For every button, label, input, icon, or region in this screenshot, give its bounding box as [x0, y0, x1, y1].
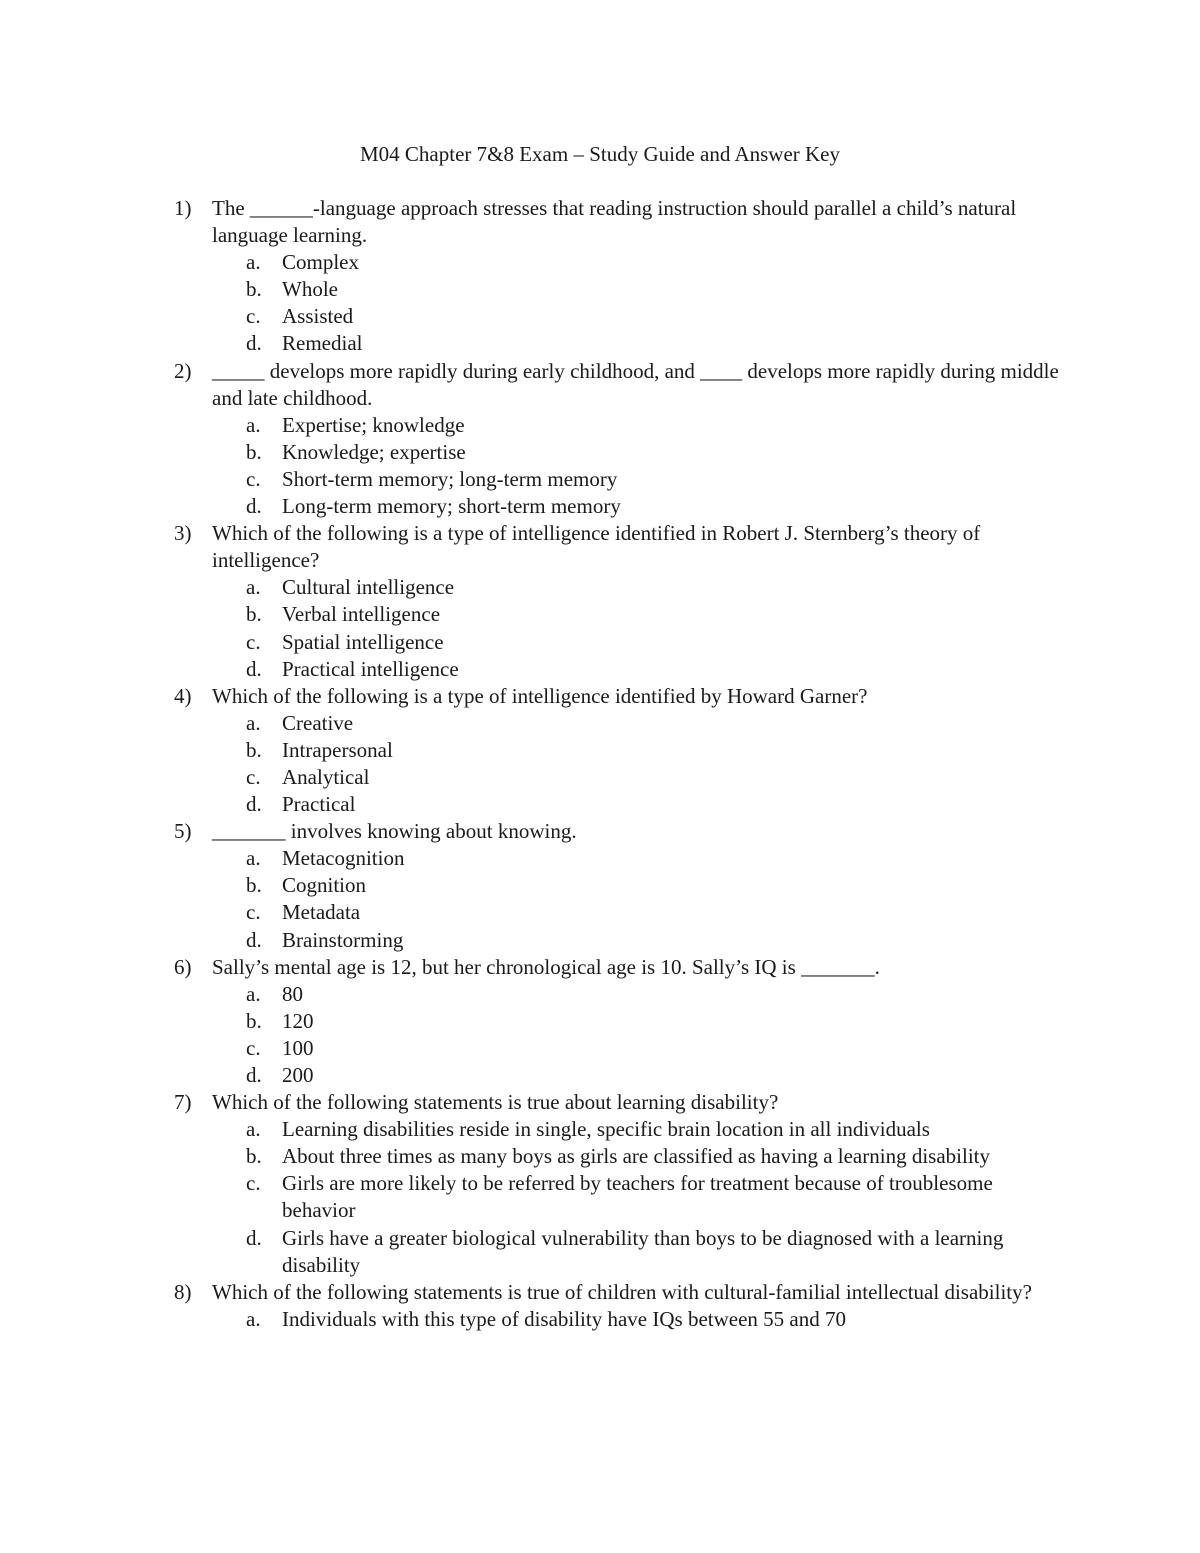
- answer-option: [174, 899, 1064, 926]
- option-text: About three times as many boys as girls are classified as having a learning disability: [282, 1144, 990, 1169]
- answer-option: [174, 737, 1064, 764]
- question-text: Which of the following statements is true about learning disability?: [212, 1090, 779, 1115]
- answer-option: [174, 764, 1064, 791]
- option-letter: a.: [246, 981, 261, 1006]
- question-number: 6): [174, 954, 192, 979]
- answer-option: [174, 330, 1064, 357]
- option-text: Girls have a greater biological vulnerability than boys to be diagnosed with a learning disability: [282, 1225, 1004, 1277]
- option-letter: d.: [246, 331, 262, 356]
- answer-option: [174, 1225, 1064, 1279]
- question-text: _______ involves knowing about knowing.: [212, 819, 577, 844]
- question-number: 8): [174, 1279, 192, 1304]
- answer-option: [174, 493, 1064, 520]
- option-letter: c.: [246, 1171, 261, 1196]
- question-number: 3): [174, 521, 192, 546]
- option-text: 200: [282, 1063, 314, 1087]
- option-text: Learning disabilities reside in single, specific brain location in all individuals: [282, 1117, 930, 1142]
- question-item: [174, 1279, 1064, 1306]
- option-letter: d.: [246, 1225, 262, 1250]
- option-text: Analytical: [282, 764, 370, 789]
- option-text: Knowledge; expertise: [282, 439, 466, 464]
- question-text: Which of the following is a type of intelligence identified in Robert J. Sternberg’s theory of intelligence?: [212, 521, 981, 573]
- option-text: Complex: [282, 250, 359, 275]
- answer-option: [174, 656, 1064, 683]
- answer-option: [174, 1170, 1064, 1224]
- option-text: Cognition: [282, 873, 367, 898]
- option-letter: d.: [246, 792, 262, 817]
- option-letter: d.: [246, 656, 262, 681]
- option-text: Creative: [282, 710, 354, 735]
- question-item: [174, 358, 1064, 412]
- answer-option: [174, 1306, 1064, 1333]
- answer-option: [174, 303, 1064, 330]
- option-letter: a.: [246, 846, 261, 871]
- option-text: Remedial: [282, 331, 363, 356]
- option-letter: a.: [246, 250, 261, 275]
- option-text: Girls are more likely to be referred by teachers for treatment because of troublesome behavior: [282, 1171, 993, 1223]
- option-letter: c.: [246, 1035, 261, 1060]
- page-title: M04 Chapter 7&8 Exam – Study Guide and Answer Key: [359, 142, 841, 166]
- option-text: 120: [282, 1008, 314, 1033]
- option-text: Verbal intelligence: [282, 602, 441, 627]
- question-text: Sally’s mental age is 12, but her chronological age is 10. Sally’s IQ is _______.: [212, 954, 880, 979]
- answer-option: [174, 710, 1064, 737]
- question-item: [174, 520, 1064, 574]
- answer-option: [174, 872, 1064, 899]
- option-letter: b.: [246, 1008, 262, 1033]
- question-item: [174, 683, 1064, 710]
- question-text: Which of the following statements is true of children with cultural-familial intellectual disability?: [212, 1279, 1032, 1304]
- option-text: Long-term memory; short-term memory: [282, 494, 621, 519]
- option-text: Intrapersonal: [282, 737, 393, 762]
- option-text: Practical intelligence: [282, 656, 459, 681]
- option-text: Expertise; knowledge: [282, 412, 465, 437]
- option-text: Spatial intelligence: [282, 629, 444, 654]
- answer-option: [174, 601, 1064, 628]
- option-letter: c.: [246, 466, 261, 491]
- option-text: Brainstorming: [282, 927, 404, 952]
- question-item: [174, 195, 1064, 249]
- question-item: [174, 1089, 1064, 1116]
- option-letter: c.: [246, 764, 261, 789]
- option-letter: b.: [246, 439, 262, 464]
- option-letter: a.: [246, 575, 261, 600]
- answer-option: [174, 1035, 1064, 1062]
- option-letter: d.: [246, 927, 262, 952]
- option-letter: a.: [246, 412, 261, 437]
- answer-option: [174, 439, 1064, 466]
- option-letter: b.: [246, 277, 262, 302]
- option-letter: c.: [246, 629, 261, 654]
- answer-option: [174, 574, 1064, 601]
- option-letter: a.: [246, 1117, 261, 1142]
- answer-option: [174, 466, 1064, 493]
- option-text: Assisted: [282, 304, 354, 329]
- answer-option: [174, 927, 1064, 954]
- option-text: Metadata: [282, 900, 361, 925]
- option-letter: c.: [246, 304, 261, 329]
- option-text: Short-term memory; long-term memory: [282, 466, 618, 491]
- option-letter: a.: [246, 710, 261, 735]
- answer-option: [174, 249, 1064, 276]
- question-item: [174, 818, 1064, 845]
- question-list: [174, 195, 1064, 1333]
- question-number: 2): [174, 358, 192, 383]
- answer-option: [174, 1116, 1064, 1143]
- option-letter: c.: [246, 900, 261, 925]
- option-text: Individuals with this type of disability have IQs between 55 and 70: [282, 1306, 846, 1331]
- question-number: 7): [174, 1090, 192, 1115]
- option-letter: b.: [246, 602, 262, 627]
- answer-option: [174, 629, 1064, 656]
- question-text: The ______-language approach stresses that reading instruction should parallel a child’s natural language learning.: [212, 196, 1017, 248]
- option-letter: b.: [246, 737, 262, 762]
- option-text: 100: [282, 1035, 314, 1060]
- option-text: 80: [282, 981, 303, 1006]
- question-item: [174, 954, 1064, 981]
- answer-option: [174, 791, 1064, 818]
- question-number: 5): [174, 819, 192, 844]
- question-text: _____ develops more rapidly during early childhood, and ____ develops more rapidly during middle and late childhood.: [212, 358, 1059, 410]
- answer-option: [174, 981, 1064, 1008]
- answer-option: [174, 845, 1064, 872]
- answer-option: [174, 412, 1064, 439]
- option-text: Whole: [282, 277, 338, 302]
- answer-option: [174, 1008, 1064, 1035]
- option-text: Practical: [282, 792, 356, 817]
- option-letter: a.: [246, 1306, 261, 1331]
- answer-option: [174, 1143, 1064, 1170]
- option-text: Metacognition: [282, 846, 405, 871]
- option-text: Cultural intelligence: [282, 575, 455, 600]
- answer-option: [174, 276, 1064, 303]
- question-text: Which of the following is a type of intelligence identified by Howard Garner?: [212, 683, 868, 708]
- option-letter: d.: [246, 1063, 262, 1087]
- question-number: 1): [174, 196, 192, 220]
- option-letter: b.: [246, 873, 262, 898]
- answer-option: [174, 1062, 1064, 1089]
- question-number: 4): [174, 683, 192, 708]
- option-letter: d.: [246, 494, 262, 519]
- option-letter: b.: [246, 1144, 262, 1169]
